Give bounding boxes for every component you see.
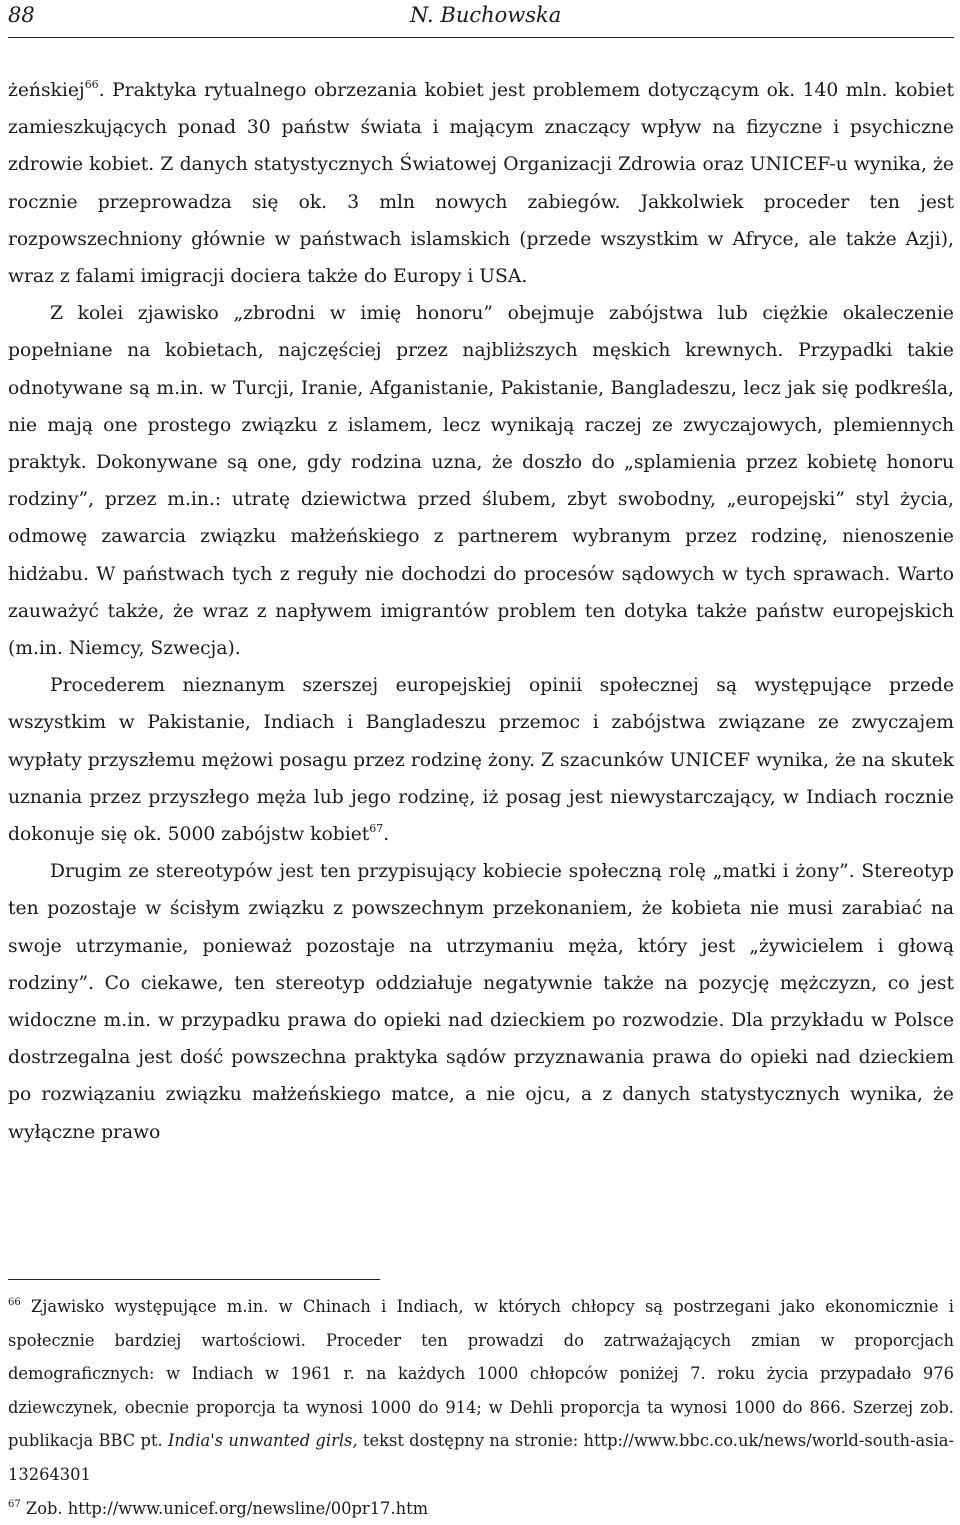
paragraph-3 <box>8 667 954 853</box>
main-text <box>8 72 954 1151</box>
footnote-ref-66[interactable]: 66 <box>84 78 99 91</box>
footnote-67-link-text[interactable]: Zob. http://www.unicef.org/newsline/00pr17.htm <box>20 1498 429 1518</box>
footnote-separator <box>8 1279 380 1280</box>
page-number: 88 <box>8 3 35 27</box>
paragraph-2: Z kolei zjawisko „zbrodni w imię honoru” obejmuje zabójstwa lub ciężkie okaleczenie popełniane na kobietach, najczęściej przez najbliższych męskich krewnych. Przypadki takie odnotywane są m.in. w Turcji, Iranie, Afganistanie, Pakistanie, Bangladeszu, lecz jak się podkreśla, nie mają one prostego związku z islamem, lecz wynikają raczej ze zwyczajowych, plemiennych praktyk. Dokonywane są one, gdy rodzina uzna, że doszło do „splamienia przez kobietę honoru rodziny”, przez m.in.: utratę dziewictwa przed ślubem, zbyt swobodny, „europejski” styl życia, odmowę zawarcia związku małżeńskiego z partnerem wybranym przez rodzinę, nienoszenie hidżabu. W państwach tych z reguły nie dochodzi do procesów sądowych w tych sprawach. Warto zauważyć także, że wraz z napływem imigrantów problem ten dotyka także państw europejskich (m.in. Niemcy, Szwecja). <box>8 303 954 660</box>
footnote-66 <box>8 1290 954 1492</box>
footnote-66-text: Zjawisko występujące m.in. w Chinach i Indiach, w których chłopcy są postrzegani jako ekonomicznie i społecznie bardziej wartościowi. Proceder ten prowadzi do zatrważających zmian w proporcjach demograficznych: w Indiach w 1961 r. na każdych 1000 chłopców poniżej 7. roku życia przypadało 976 dziewczynek, obecnie proporcja ta wynosi 1000 do 914; w Dehli proporcja ta wynosi 1000 do 866. Szerzej zob. publikacja BBC pt. <box>8 1297 954 1451</box>
footnote-ref-67[interactable]: 67 <box>369 822 384 836</box>
paragraph-1-start: żeńskiej <box>8 80 85 101</box>
running-author: N. Buchowska <box>410 3 562 27</box>
footnotes <box>8 1290 954 1525</box>
paragraph-3-text: Procederem nieznanym szerszej europejskiej opinii społecznej są występujące przede wszystkim w Pakistanie, Indiach i Bangladeszu przemoc i zabójstwa związane ze zwyczajem wypłaty przyszłemu mężowi posagu przez rodzinę żony. Z szacunków UNICEF wynika, że na skutek uznania przez przyszłego męża lub jego rodzinę, iż posag jest niewystarczający, w Indiach rocznie dokonuje się ok. 5000 zabójstw kobiet <box>8 675 954 846</box>
footnote-66-number: 66 <box>8 1297 21 1308</box>
footnote-66-title: India's unwanted girls, <box>168 1431 358 1451</box>
paragraph-4: Drugim ze stereotypów jest ten przypisujący kobiecie społeczną rolę „matki i żony”. Stereotyp ten pozostaje w ścisłym związku z powszechnym przekonaniem, że kobieta nie musi zarabiać na swoje utrzymanie, ponieważ pozostaje na utrzymaniu męża, który jest „żywicielem i głową rodziny”. Co ciekawe, ten stereotyp oddziałuje negatywnie także na pozycję mężczyzn, co jest widoczne m.in. w przypadku prawa do opieki nad dzieckiem po rozwodzie. Dla przykładu w Polsce dostrzegalna jest dość powszechna praktyka sądów przyznawania prawa do opieki nad dzieckiem po rozwiązaniu związku małżeńskiego matce, a nie ojcu, a z danych statystycznych wynika, że wyłączne prawo <box>8 861 954 1143</box>
footnote-67 <box>8 1492 954 1525</box>
footnote-67-number: 67 <box>8 1498 21 1510</box>
header-rule <box>8 37 954 38</box>
running-header <box>8 0 948 30</box>
paragraph-1-rest: . Praktyka rytualnego obrzezania kobiet jest problemem dotyczącym ok. 140 mln. kobiet zamieszkujących ponad 30 państw świata i mającym znaczący wpływ na fizyczne i psychiczne zdrowie kobiet. Z danych statystycznych Światowej Organizacji Zdrowia oraz UNICEF-u wynika, że rocznie przeprowadza się ok. 3 mln nowych zabiegów. Jakkolwiek proceder ten jest rozpowszechniony głównie w państwach islamskich (przede wszystkim w Afryce, ale także Azji), wraz z falami imigracji dociera także do Europy i USA. <box>8 80 954 288</box>
footnote-66-link-text[interactable]: tekst dostępny na stronie: http://www.bbc.co.uk/news/world-south-asia-13264301 <box>8 1431 954 1484</box>
paragraph-3-end: . <box>383 824 390 846</box>
paragraph-1 <box>8 72 954 295</box>
